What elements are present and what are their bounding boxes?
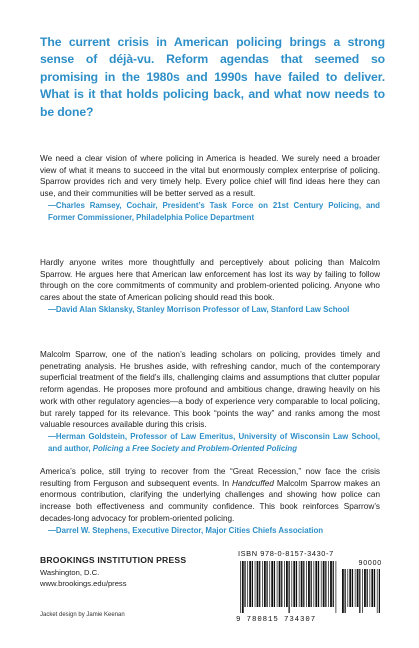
endorsement-stephens xyxy=(40,466,380,536)
barcode-bar xyxy=(262,561,263,607)
barcode-bar xyxy=(333,561,334,607)
endorsement-sklansky xyxy=(40,257,380,316)
barcode-bar xyxy=(330,561,332,607)
endorsement-goldstein xyxy=(40,349,380,454)
barcode-bar xyxy=(303,561,304,607)
barcode-bar xyxy=(252,561,253,607)
barcode-bar xyxy=(371,569,373,607)
ean-barcode xyxy=(240,561,338,613)
barcode-bar xyxy=(244,561,245,607)
barcode-bar xyxy=(323,561,325,607)
barcode-block xyxy=(236,549,382,629)
publisher-city: Washington, D.C. xyxy=(40,568,100,577)
barcode-bar xyxy=(377,569,378,613)
barcode-bar xyxy=(269,561,270,607)
barcode-bar xyxy=(277,561,278,607)
book-titles: Policing a Free Society and Problem-Oriented Policing xyxy=(92,443,298,453)
endorsement-attribution: —Charles Ramsey, Cochair, President’s Task Force on 21st Century Policing, and Former Commissioner, Philadelphia Police Department xyxy=(48,200,380,222)
barcode-bar xyxy=(325,561,326,607)
barcode-bar xyxy=(364,569,366,607)
barcode-bar xyxy=(352,569,353,607)
barcode-bar xyxy=(336,561,337,613)
barcode-bar xyxy=(266,561,267,607)
headline: The current crisis in American policing brings a strong sense of déjà-vu. Reform agendas that seemed so promising in the 1980s and 1990s have failed to deliver. What is it that holds policing back, and what now needs to be done? xyxy=(40,35,385,119)
barcode-bar xyxy=(370,569,371,607)
barcode-bar xyxy=(264,561,266,607)
barcode-bar xyxy=(355,569,356,607)
addon-barcode xyxy=(342,569,380,613)
endorsement-attribution: —Darrel W. Stephens, Executive Director, Major Cities Chiefs Association xyxy=(48,525,324,535)
endorsement-attribution xyxy=(40,431,380,454)
barcode-bar xyxy=(274,561,275,607)
text-after: Malcolm Sparrow makes an enormous contribution, clarifying the underlying challenges and showing how police can increase both effectiveness and community confidence. This book reinforces Sparrow’s decades-long advocacy for problem-oriented policing. xyxy=(40,478,380,523)
barcode-bar xyxy=(311,561,312,607)
barcode-digits: 9 780815 734307 xyxy=(236,616,317,624)
barcode-bar xyxy=(357,569,359,607)
endorsement-ramsey xyxy=(40,153,380,223)
barcode-bar xyxy=(315,561,317,607)
text-before: America’s police, still trying to recover from the “Great Recession,” now face the crisis resulting from Ferguson and subsequent events. In xyxy=(40,467,380,488)
barcode-bar xyxy=(255,561,256,607)
barcode-bar xyxy=(328,561,329,607)
barcode-bar xyxy=(345,569,346,613)
barcode-bar xyxy=(247,561,248,607)
price-code: 90000 xyxy=(358,560,382,567)
barcode-bar xyxy=(306,561,307,607)
barcode-bar xyxy=(367,569,368,607)
barcode-bar xyxy=(301,561,303,607)
barcode-bar xyxy=(308,561,310,607)
barcode-bar xyxy=(349,569,351,607)
book-title: Handcuffed xyxy=(232,478,274,488)
endorsement-text: We need a clear vision of where policing in America is headed. We surely need a broader view of what it means to succeed in the vital but enormously complex enterprise of policing. Sparrow provides rich and very timely help. Every police chief will find ideas here they can use, and their communities will be better served as a result. xyxy=(40,154,380,199)
barcode-bar xyxy=(242,561,244,613)
barcode-bar xyxy=(259,561,260,607)
barcode-bar xyxy=(279,561,281,607)
publisher-name: BROOKINGS INSTITUTION PRESS xyxy=(40,555,187,565)
publisher-block xyxy=(40,555,240,589)
barcode-bar xyxy=(286,561,288,607)
barcode-bar xyxy=(321,561,322,607)
barcode-bar xyxy=(293,561,295,607)
barcode-bar xyxy=(318,561,319,607)
barcode-bar xyxy=(257,561,259,607)
barcode-bar xyxy=(284,561,285,607)
jacket-credit: Jacket design by Jamie Keenan xyxy=(40,612,125,618)
endorsement-text xyxy=(40,466,380,525)
barcode-bar xyxy=(291,561,292,607)
barcode-bar xyxy=(362,569,363,613)
attribution-prefix: —Herman Goldstein, Professor of Law Emeritus, University of Wisconsin Law School, and author, xyxy=(48,431,380,453)
endorsement-text: Hardly anyone writes more thoughtfully and perceptively about policing than Malcolm Sparrow. He argues here that American law enforcement has lost its way by failing to follow through on the core commitments of community and problem-oriented policing. Anyone who cares about the state of American policing should read this book. xyxy=(40,258,380,303)
barcode-bar xyxy=(296,561,297,607)
barcode-bar xyxy=(289,561,290,613)
publisher-url: www.brookings.edu/press xyxy=(40,579,127,588)
barcode-bar xyxy=(379,569,380,613)
barcode-bar xyxy=(249,561,251,607)
isbn-label: ISBN 978-0-8157-3430-7 xyxy=(238,549,334,558)
barcode-bar xyxy=(359,569,360,613)
endorsement-attribution: —David Alan Sklansky, Stanley Morrison Professor of Law, Stanford Law School xyxy=(48,304,350,314)
barcode-bar xyxy=(299,561,300,607)
barcode-bar xyxy=(347,569,348,607)
barcode-bar xyxy=(342,569,344,613)
barcode-bar xyxy=(314,561,315,607)
barcode-bar xyxy=(271,561,273,607)
barcode-bar xyxy=(240,561,241,613)
barcode-bar xyxy=(374,569,375,607)
endorsement-text: Malcolm Sparrow, one of the nation’s leading scholars on policing, provides timely and penetrating analysis. He brushes aside, with refreshing candor, much of the contemporary superficial treatment of the field’s ills, challenging claims and assumptions that clutter popular reform agendas. He proposes more profound and ambitious change, drawing heavily on his work with other regulatory agencies—a body of experience very comparable to local policing, but rarely tapped for its relevance. This book “points the way” and ranks among the most valuable resources available during this crisis. xyxy=(40,350,380,430)
barcode-bar xyxy=(281,561,282,607)
